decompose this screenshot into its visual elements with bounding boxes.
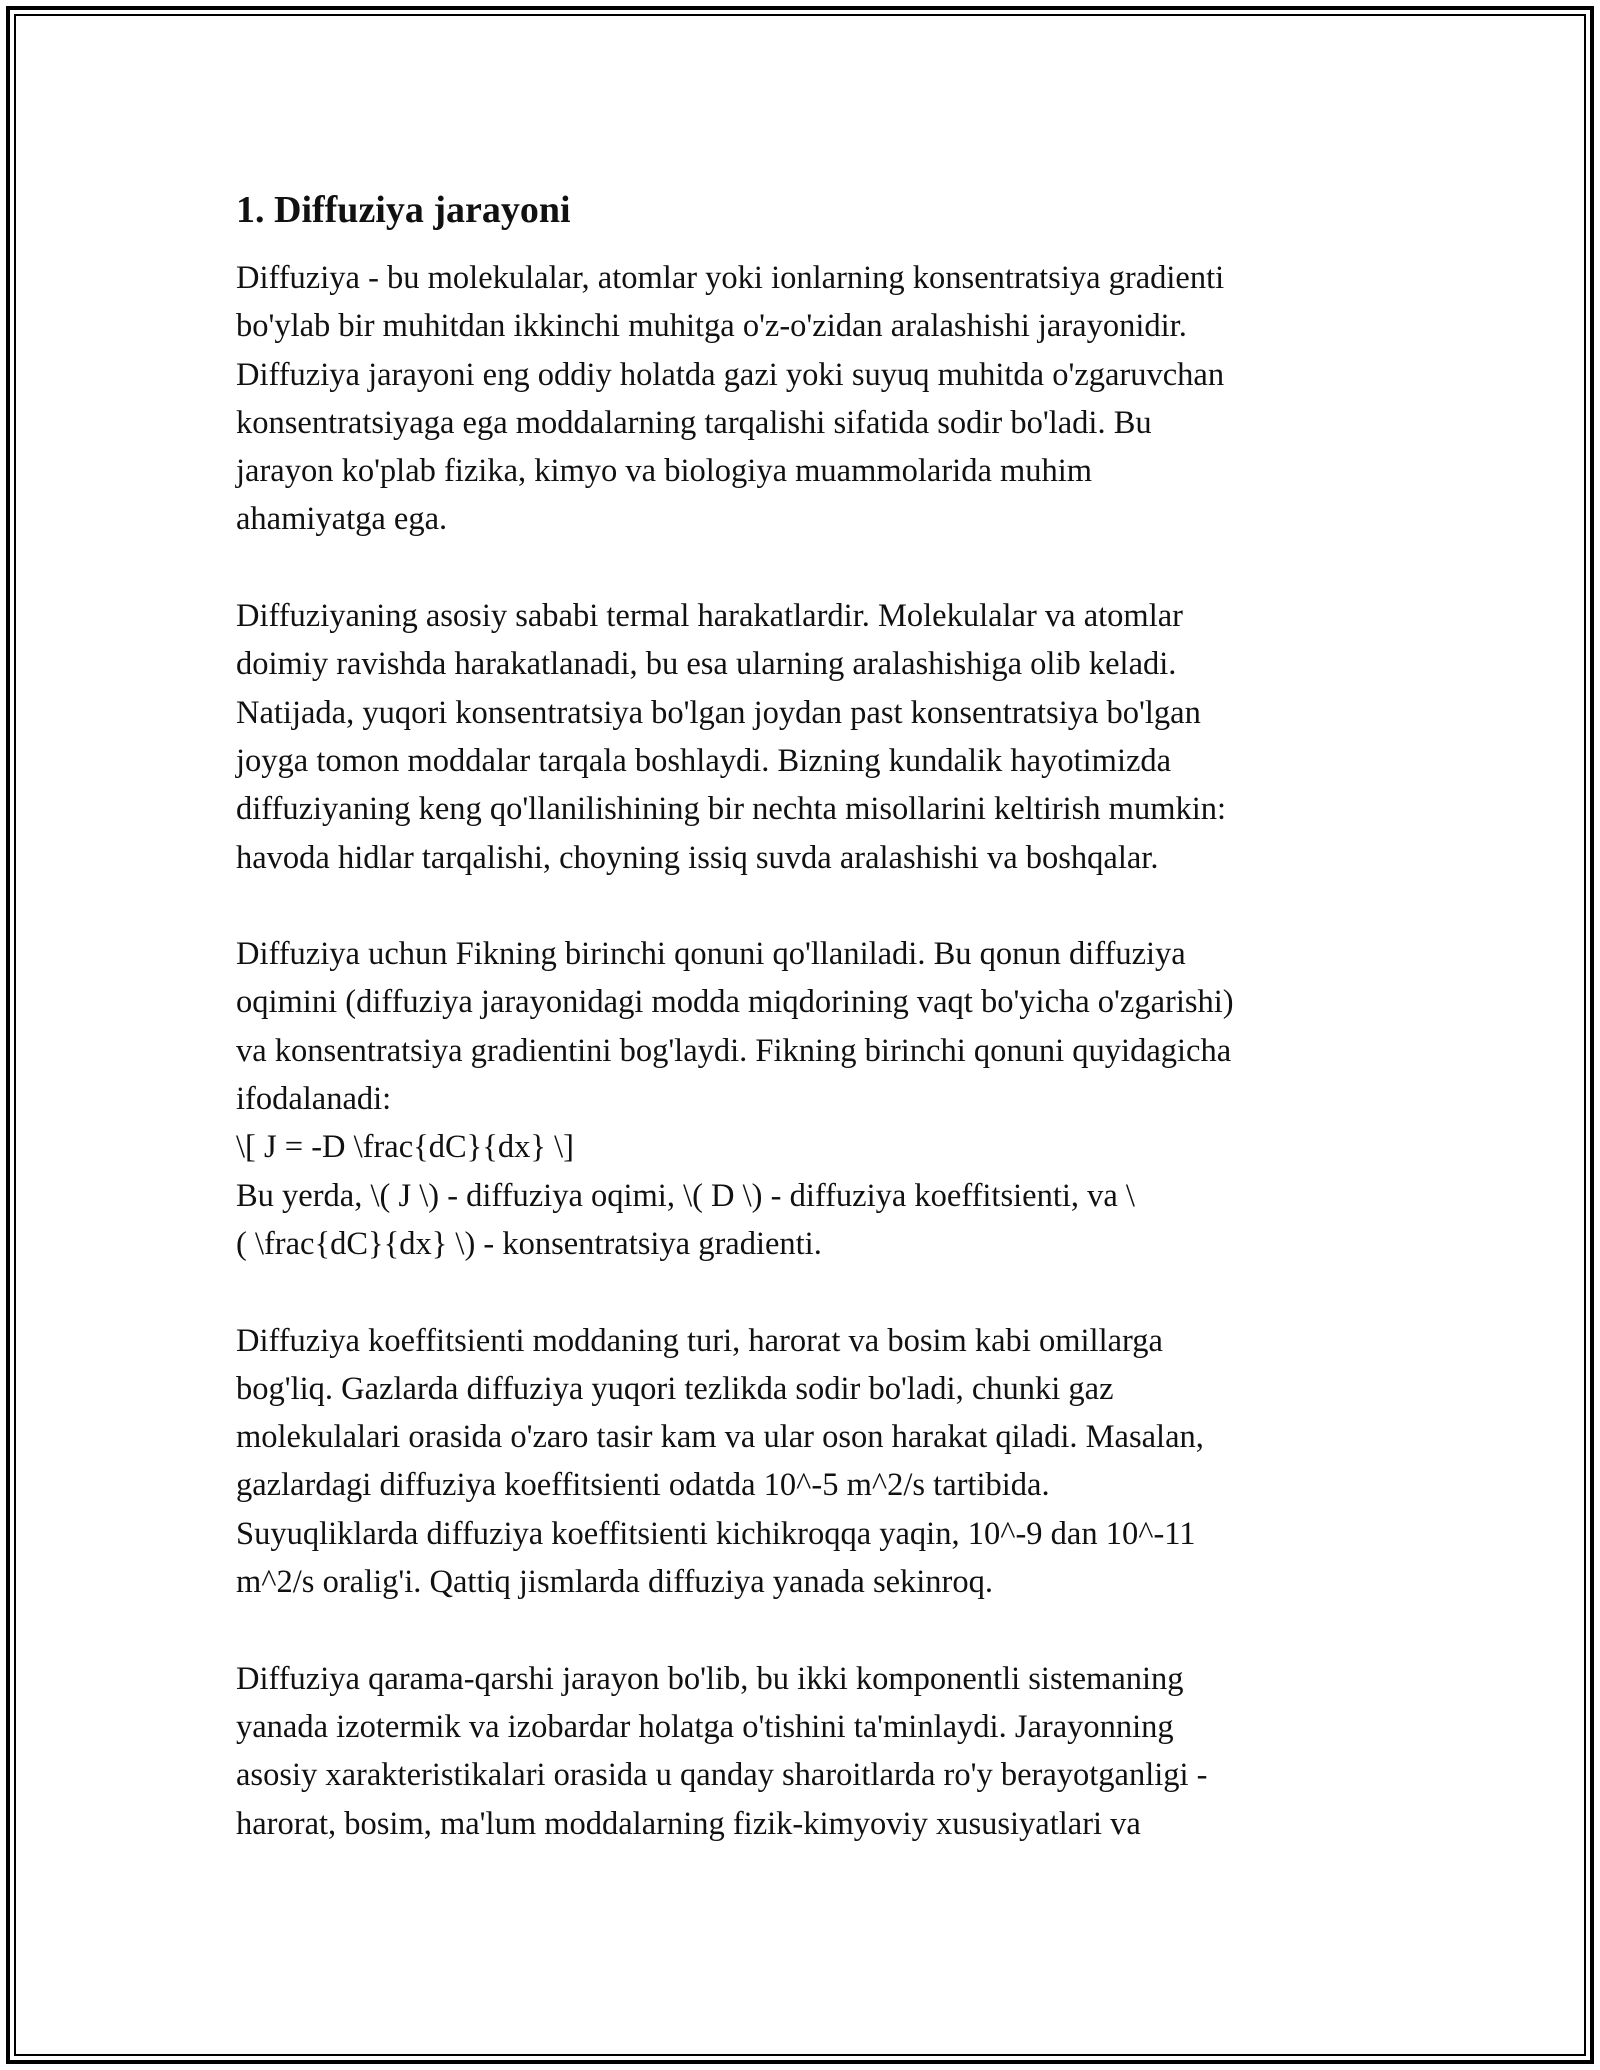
body-paragraph: [236, 930, 1366, 1268]
body-paragraph: [236, 1317, 1366, 1607]
text-line: ( \frac{dC}{dx} \) - konsentratsiya gradienti.: [236, 1225, 822, 1262]
text-line: doimiy ravishda harakatlanadi, bu esa ularning aralashishiga olib keladi.: [236, 646, 1177, 683]
text-line: Natijada, yuqori konsentratsiya bo'lgan joydan past konsentratsiya bo'lgan: [236, 694, 1201, 731]
text-line: Diffuziyaning asosiy sababi termal harakatlardir. Molekulalar va atomlar: [236, 598, 1183, 635]
text-line: joyga tomon moddalar tarqala boshlaydi. Bizning kundalik hayotimizda: [236, 742, 1172, 779]
text-line: jarayon ko'plab fizika, kimyo va biologiya muammolarida muhim: [236, 453, 1093, 490]
text-line: Bu yerda, \( J \) - diffuziya oqimi, \( D \) - diffuziya koeffitsienti, va \: [236, 1177, 1135, 1214]
text-line: Diffuziya qarama-qarshi jarayon bo'lib, bu ikki komponentli sistemaning: [236, 1660, 1184, 1697]
document-body: [236, 186, 1366, 1896]
text-line: m^2/s oralig'i. Qattiq jismlarda diffuziya yanada sekinroq.: [236, 1564, 993, 1601]
section-title: 1. Diffuziya jarayoni: [236, 189, 571, 231]
text-line: Suyuqliklarda diffuziya koeffitsienti kichikroqqa yaqin, 10^-9 dan 10^-11: [236, 1515, 1196, 1552]
body-paragraph: [236, 254, 1366, 544]
text-line: Diffuziya koeffitsienti moddaning turi, harorat va bosim kabi omillarga: [236, 1322, 1163, 1359]
text-line: Diffuziya uchun Fikning birinchi qonuni qo'llaniladi. Bu qonun diffuziya: [236, 936, 1186, 973]
text-line: ifodalanadi:: [236, 1081, 392, 1118]
text-line: va konsentratsiya gradientini bog'laydi. Fikning birinchi qonuni quyidagicha: [236, 1032, 1232, 1069]
text-line: havoda hidlar tarqalishi, choyning issiq suvda aralashishi va boshqalar.: [236, 839, 1159, 876]
paragraph-list: [236, 254, 1366, 1848]
text-line: bo'ylab bir muhitdan ikkinchi muhitga o'z-o'zidan aralashishi jarayonidir.: [236, 308, 1187, 345]
body-paragraph: [236, 1655, 1366, 1848]
text-line: molekulalari orasida o'zaro tasir kam va ular oson harakat qiladi. Masalan,: [236, 1419, 1204, 1456]
text-line: yanada izotermik va izobardar holatga o'tishini ta'minlaydi. Jarayonning: [236, 1708, 1174, 1745]
text-line: konsentratsiyaga ega moddalarning tarqalishi sifatida sodir bo'ladi. Bu: [236, 404, 1152, 441]
text-line: bog'liq. Gazlarda diffuziya yuqori tezlikda sodir bo'ladi, chunki gaz: [236, 1370, 1114, 1407]
text-line: diffuziyaning keng qo'llanilishining bir nechta misollarini keltirish mumkin:: [236, 791, 1227, 828]
text-line: asosiy xarakteristikalari orasida u qanday sharoitlarda ro'y berayotganligi -: [236, 1757, 1208, 1794]
text-line: oqimini (diffuziya jarayonidagi modda miqdorining vaqt bo'yicha o'zgarishi): [236, 984, 1234, 1021]
text-line: \[ J = -D \frac{dC}{dx} \]: [236, 1129, 574, 1166]
body-paragraph: [236, 592, 1366, 882]
text-line: Diffuziya jarayoni eng oddiy holatda gazi yoki suyuq muhitda o'zgaruvchan: [236, 356, 1225, 393]
text-line: ahamiyatga ega.: [236, 501, 448, 538]
text-line: gazlardagi diffuziya koeffitsienti odatda 10^-5 m^2/s tartibida.: [236, 1467, 1050, 1504]
text-line: harorat, bosim, ma'lum moddalarning fizik-kimyoviy xususiyatlari va: [236, 1805, 1141, 1842]
text-line: Diffuziya - bu molekulalar, atomlar yoki ionlarning konsentratsiya gradienti: [236, 260, 1225, 296]
